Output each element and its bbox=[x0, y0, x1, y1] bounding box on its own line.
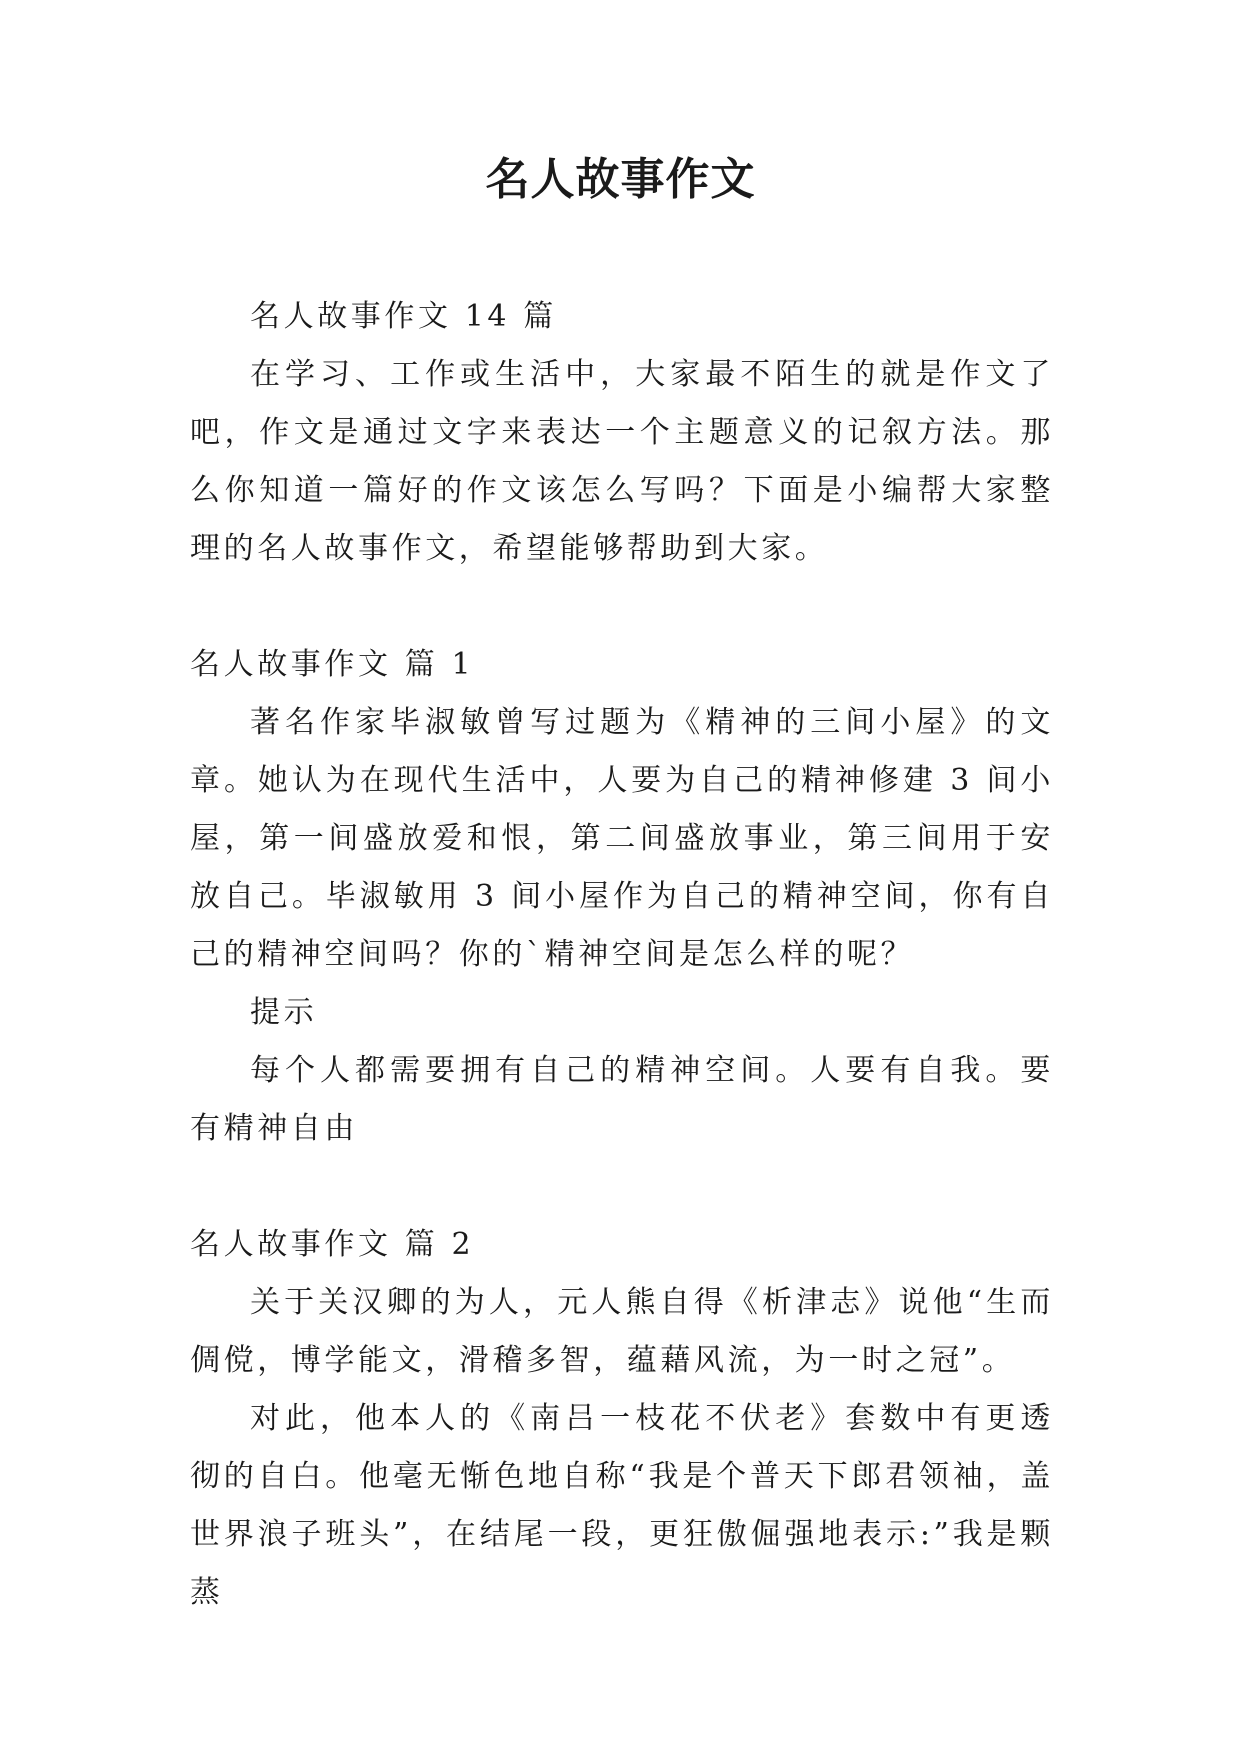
section2-paragraph-2: 对此，他本人的《南吕一枝花不伏老》套数中有更透彻的自白。他毫无惭色地自称“我是个普天下郎君领袖，盖世界浪子班头”，在结尾一段，更狂傲倔强地表示:”我是颗蒸 bbox=[190, 1401, 1054, 1610]
intro-paragraph: 在学习、工作或生活中，大家最不陌生的就是作文了吧，作文是通过文字来表达一个主题意义的记叙方法。那么你知道一篇好的作文该怎么写吗？下面是小编帮大家整理的名人故事作文，希望能够帮助到大家。 bbox=[190, 357, 1054, 566]
section2-heading: 名人故事作文 篇 2 bbox=[190, 1227, 475, 1262]
section-spacer bbox=[190, 578, 1054, 636]
section1-hint-label: 提示 bbox=[250, 995, 318, 1030]
section1-hint-text: 每个人都需要拥有自己的精神空间。人要有自我。要有精神自由 bbox=[190, 1053, 1054, 1146]
intro-subtitle: 名人故事作文 14 篇 bbox=[250, 299, 557, 334]
document-title: 名人故事作文 bbox=[485, 154, 756, 205]
section1-heading: 名人故事作文 篇 1 bbox=[190, 647, 475, 682]
section2-paragraph-1: 关于关汉卿的为人，元人熊自得《析津志》说他“生而倜傥，博学能文，滑稽多智，蕴藉风流，为一时之冠”。 bbox=[190, 1285, 1054, 1378]
section1-paragraph: 著名作家毕淑敏曾写过题为《精神的三间小屋》的文章。她认为在现代生活中，人要为自己的精神修建 3 间小屋，第一间盛放爱和恨，第二间盛放事业，第三间用于安放自己。毕淑敏用 3 间小屋作为自己的精神空间，你有自己的精神空间吗？你的`精神空间是怎么样的呢？ bbox=[190, 705, 1054, 972]
document-body bbox=[190, 288, 1054, 1622]
section-spacer bbox=[190, 1158, 1054, 1216]
